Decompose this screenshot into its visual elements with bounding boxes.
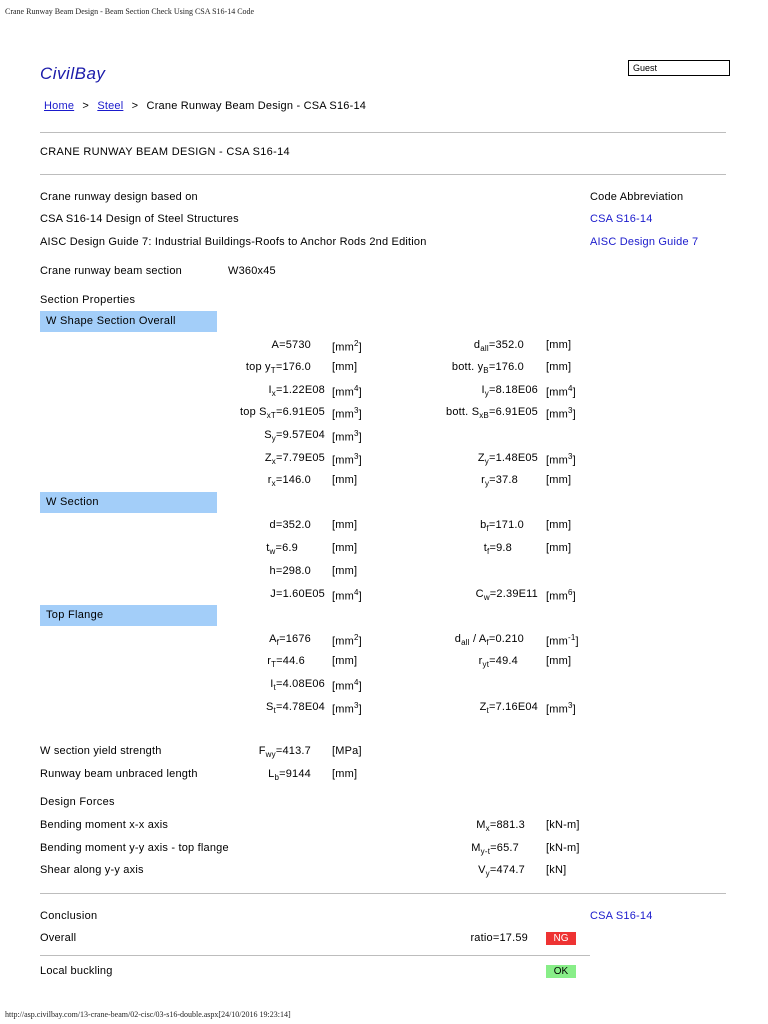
user-guest-box[interactable]: Guest [628, 60, 730, 76]
myt-label: Bending moment y-y axis - top flange [40, 842, 229, 854]
prop-ry: $r_y=37.8$ [481, 474, 518, 489]
lb-label: Runway beam unbraced length [40, 768, 198, 780]
unit-SxT: $[mm^3]$ [332, 406, 362, 421]
divider [40, 955, 590, 956]
force-Mx: $M_x=881.3$ [476, 819, 525, 834]
prop-Lb: $L_b=9144$ [268, 768, 311, 783]
prop-yT: top $y_T=176.0$ [245, 361, 311, 376]
prop-Zx: $Z_x=7.79E05$ [264, 452, 325, 467]
prop-SxB: bott. $S_{xB}=6.91E05$ [446, 406, 538, 421]
breadcrumb-separator: > [82, 100, 90, 112]
unit-Fwy: [MPa] [332, 745, 362, 757]
divider [40, 893, 726, 894]
fy-label: W section yield strength [40, 745, 162, 757]
overall-label: Overall [40, 932, 77, 944]
unit-h: [mm] [332, 565, 358, 577]
top-flange-header: Top Flange [40, 605, 217, 626]
mx-label: Bending moment x-x axis [40, 819, 169, 831]
unit-Af: $[mm^2]$ [332, 633, 362, 648]
unit-SxB: $[mm^3]$ [546, 406, 576, 421]
vy-label: Shear along y-y axis [40, 864, 144, 876]
prop-Fwy: $F_{wy}=413.7$ [258, 745, 311, 760]
unit-Vy: [kN] [546, 864, 567, 876]
code-abbrev-aisc-link[interactable]: AISC Design Guide 7 [590, 236, 699, 248]
unit-Cw: $[mm^6]$ [546, 588, 576, 603]
unit-Ix: $[mm^4]$ [332, 384, 362, 399]
code-abbrev-header: Code Abbreviation [590, 191, 684, 203]
unit-d: [mm] [332, 519, 358, 531]
prop-Sy: $S_y=9.57E04$ [264, 429, 325, 444]
print-footer-url: http://asp.civilbay.com/13-crane-beam/02-cisc/03-s16-double.aspx[24/10/2016 19:23:14] [5, 1010, 291, 1019]
prop-Iy: $I_y=8.18E06$ [481, 384, 538, 399]
conclusion-code-link[interactable]: CSA S16-14 [590, 910, 653, 922]
unit-Iy: $[mm^4]$ [546, 384, 576, 399]
unit-Zx: $[mm^3]$ [332, 452, 362, 467]
prop-It: $I_t=4.08E06$ [270, 678, 325, 693]
unit-yT: [mm] [332, 361, 358, 373]
prop-Ix: $I_x=1.22E08$ [268, 384, 325, 399]
unit-dall: [mm] [546, 339, 572, 351]
section-label: Crane runway beam section [40, 265, 182, 277]
unit-rT: [mm] [332, 655, 358, 667]
local-buckling-label: Local buckling [40, 965, 113, 977]
design-forces-heading: Design Forces [40, 796, 115, 808]
prop-rT: $r_T=44.6$ [267, 655, 305, 670]
breadcrumb-separator: > [131, 100, 139, 112]
prop-ryt: $r_{yt}=49.4$ [478, 655, 518, 670]
breadcrumb-home-link[interactable]: Home [44, 100, 75, 112]
unit-dAf: $[mm^{-1}]$ [546, 633, 579, 648]
unit-yB: [mm] [546, 361, 572, 373]
basis-ref-aisc: AISC Design Guide 7: Industrial Buildings-Roofs to Anchor Rods 2nd Edition [40, 236, 427, 248]
unit-Zt: $[mm^3]$ [546, 701, 576, 716]
overall-ratio: ratio=17.59 [470, 932, 528, 944]
prop-bf: $b_f=171.0$ [480, 519, 524, 534]
prop-Zt: $Z_t=7.16E04$ [479, 701, 538, 716]
prop-yB: bott. $y_B=176.0$ [451, 361, 524, 376]
prop-dAf: $d_{all} / A_f=0.210$ [454, 633, 524, 648]
force-Myt: $M_{y-t}=65.7$ [471, 842, 519, 857]
breadcrumb-current: Crane Runway Beam Design - CSA S16-14 [146, 100, 367, 112]
prop-tf: $t_f=9.8$ [483, 542, 512, 557]
basis-intro: Crane runway design based on [40, 191, 198, 203]
unit-It: $[mm^4]$ [332, 678, 362, 693]
divider [40, 174, 726, 175]
unit-Zy: $[mm^3]$ [546, 452, 576, 467]
browser-page-title: Crane Runway Beam Design - Beam Section Check Using CSA S16-14 Code [5, 7, 255, 16]
section-value: W360x45 [228, 265, 276, 277]
breadcrumb [44, 100, 366, 112]
prop-SxT: top $S_{xT}=6.91E05$ [240, 406, 325, 421]
conclusion-heading: Conclusion [40, 910, 98, 922]
section-properties-heading: Section Properties [40, 294, 136, 306]
unit-tw: [mm] [332, 542, 358, 554]
prop-dall: $d_{all}=352.0$ [473, 339, 524, 354]
unit-bf: [mm] [546, 519, 572, 531]
code-abbrev-csa-link[interactable]: CSA S16-14 [590, 213, 653, 225]
prop-Af: $A_f=1676$ [269, 633, 311, 648]
unit-ryt: [mm] [546, 655, 572, 667]
unit-Mx: [kN-m] [546, 819, 580, 831]
civilbay-logo[interactable]: CivilBay [40, 64, 106, 83]
prop-h: h=298.0 [269, 565, 311, 577]
force-Vy: $V_y=474.7$ [478, 864, 525, 879]
basis-ref-csa: CSA S16-14 Design of Steel Structures [40, 213, 239, 225]
w-section-header: W Section [40, 492, 217, 513]
local-buckling-status-badge: OK [546, 965, 576, 978]
overall-status-badge: NG [546, 932, 576, 945]
unit-A: $[mm^2]$ [332, 339, 362, 354]
prop-tw: $t_w=6.9$ [266, 542, 298, 557]
unit-ry: [mm] [546, 474, 572, 486]
unit-J: $[mm^4]$ [332, 588, 362, 603]
unit-St: $[mm^3]$ [332, 701, 362, 716]
overall-section-header: W Shape Section Overall [40, 311, 217, 332]
page-title: CRANE RUNWAY BEAM DESIGN - CSA S16-14 [40, 146, 290, 158]
prop-rx: $r_x=146.0$ [267, 474, 311, 489]
divider [40, 132, 726, 133]
prop-J: J=1.60E05 [270, 588, 325, 600]
prop-Cw: $C_w=2.39E11$ [475, 588, 538, 603]
prop-A: A=5730 [271, 339, 311, 351]
unit-Sy: $[mm^3]$ [332, 429, 362, 444]
prop-Zy: $Z_y=1.48E05$ [477, 452, 538, 467]
unit-Lb: [mm] [332, 768, 358, 780]
prop-d: d=352.0 [269, 519, 311, 531]
unit-Myt: [kN-m] [546, 842, 580, 854]
unit-tf: [mm] [546, 542, 572, 554]
prop-St: $S_t=4.78E04$ [266, 701, 325, 716]
unit-rx: [mm] [332, 474, 358, 486]
breadcrumb-steel-link[interactable]: Steel [97, 100, 124, 112]
